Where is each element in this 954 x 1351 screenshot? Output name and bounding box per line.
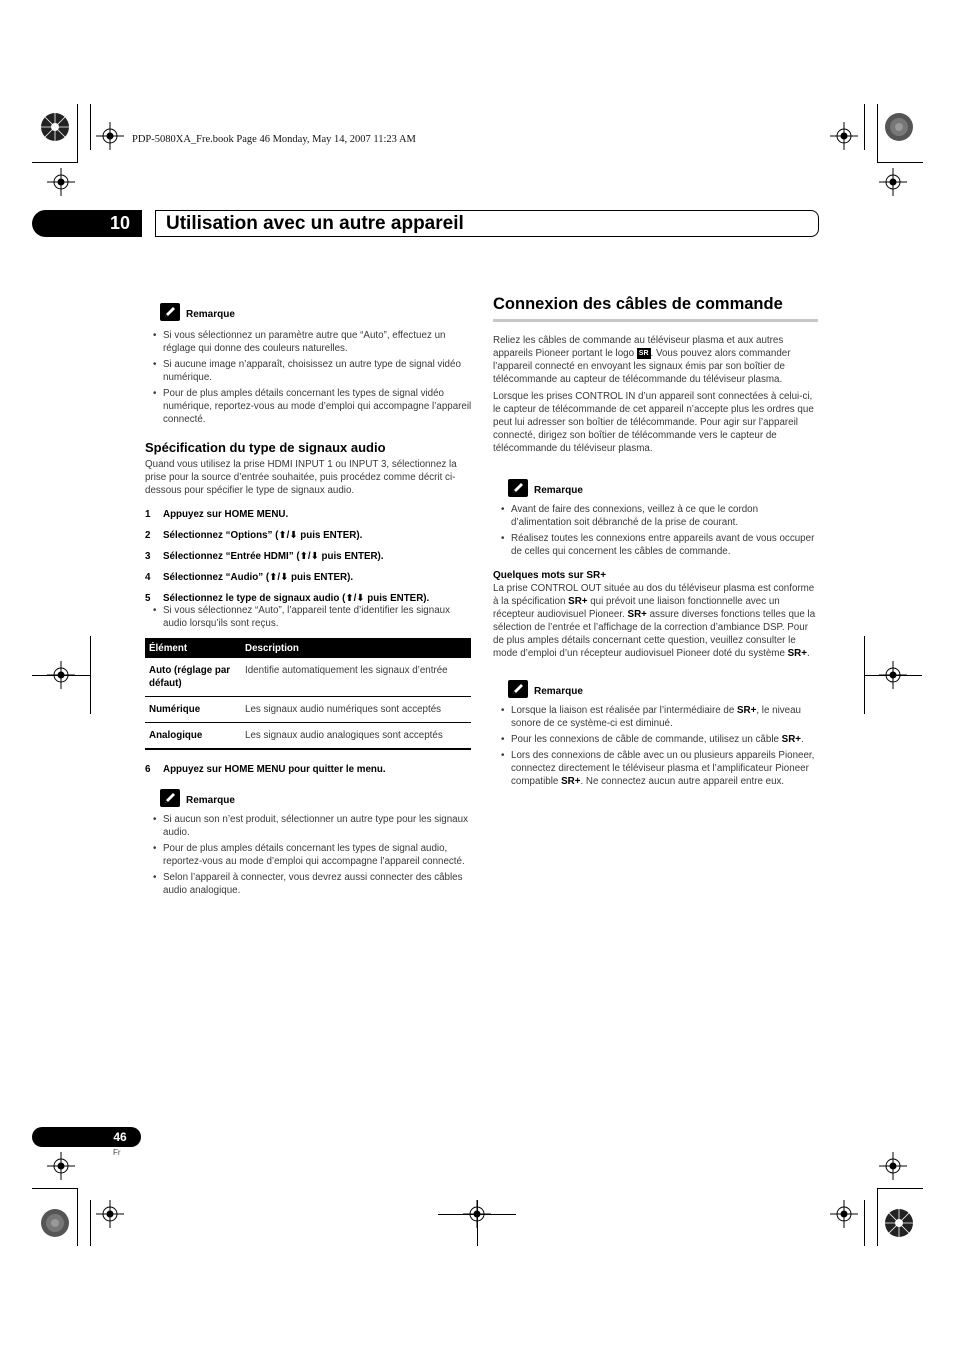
paragraph: La prise CONTROL OUT située au dos du téléviseur plasma est conforme à la spécification SR+ qui prévoit une liaison fonctionnelle avec un récepteur audiovisuel Pioneer. SR+ assure diverses fonctions telles que la sélection de l’entrée et l’affichage de la correction d’ambiance DSP. Pour de plus amples détails concernant cette question, veuillez consulter le mode d’emploi d’un récepteur audiovisuel Pioneer doté du système SR+.	[493, 583, 816, 659]
table-cell-desc: Identifie automatiquement les signaux d’entrée	[241, 658, 471, 697]
step-item: 6 Appuyez sur HOME MENU pour quitter le menu.	[145, 764, 386, 775]
registration-mark-icon	[879, 168, 907, 196]
paragraph: Reliez les câbles de commande au téléviseur plasma et aux autres appareils Pioneer portant le logo SR . Vous pouvez alors commander l’appareil connecté en envoyant les signaux émis par son boîtier de télécommande au capteur de télécommande du téléviseur plasma.	[493, 335, 791, 385]
left-column	[145, 303, 473, 900]
note-label: Remarque	[534, 685, 583, 697]
step-list	[145, 509, 473, 604]
registration-mark-icon	[47, 661, 75, 689]
step-list	[145, 764, 473, 775]
note-block	[145, 789, 473, 897]
table-header: Élément	[145, 638, 241, 658]
note-header	[493, 680, 818, 698]
table-header-row	[145, 638, 471, 658]
table-row	[145, 658, 471, 697]
registration-mark-icon	[879, 661, 907, 689]
chapter-title: Utilisation avec un autre appareil	[166, 213, 464, 234]
table-cell-desc: Les signaux audio numériques sont acceptés	[241, 697, 471, 723]
note-label: Remarque	[186, 794, 235, 806]
note-header	[145, 789, 473, 807]
intro-paragraph: Quand vous utilisez la prise HDMI INPUT 1 ou INPUT 3, sélectionnez la prise pour la source d’entrée souhaitée, puis procédez comme décrit ci-dessous pour spécifier le type de signaux audio.	[145, 459, 457, 496]
registration-mark-icon	[830, 1200, 858, 1228]
registration-mark-icon	[96, 1200, 124, 1228]
file-header: PDP-5080XA_Fre.book Page 46 Monday, May 14, 2007 11:23 AM	[132, 134, 416, 145]
note-list	[145, 329, 473, 426]
note-item: • Pour de plus amples détails concernant les types de signal vidéo numérique, reportez-vous au mode d’emploi qui accompagne l’appareil connecté.	[145, 387, 473, 426]
table-row	[145, 723, 471, 750]
note-block	[493, 680, 818, 788]
note-item: • Si vous sélectionnez un paramètre autre que “Auto”, effectuez un réglage qui donne des couleurs naturelles.	[145, 329, 473, 355]
note-item: • Réalisez toutes les connexions entre appareils avant de vous occuper de celles qui concernent les câbles de commande.	[493, 532, 818, 558]
table-header: Description	[241, 638, 471, 658]
pencil-note-icon	[508, 479, 528, 497]
registration-mark-icon	[463, 1200, 491, 1228]
note-label: Remarque	[186, 308, 235, 320]
note-item: • Pour les connexions de câble de commande, utilisez un câble SR+.	[493, 733, 818, 746]
pencil-note-icon	[160, 303, 180, 321]
table-cell-item: Auto (réglage par défaut)	[145, 658, 241, 697]
step-item: 3 Sélectionnez “Entrée HDMI” (⬆/⬇ puis ENTER).	[145, 551, 384, 562]
note-list	[493, 503, 818, 558]
note-item: • Avant de faire des connexions, veillez à ce que le cordon d’alimentation soit débranché de la prise de courant.	[493, 503, 818, 529]
registration-mark-icon	[830, 122, 858, 150]
table-cell-item: Analogique	[145, 723, 241, 750]
note-block	[145, 303, 473, 426]
registration-mark-icon	[96, 122, 124, 150]
note-item: • Lors des connexions de câble avec un ou plusieurs appareils Pioneer, connectez directement le téléviseur plasma et l’amplificateur Pioneer compatible SR+. Ne connectez aucun autre appareil entre eux.	[493, 749, 818, 788]
table-cell-item: Numérique	[145, 697, 241, 723]
note-item: • Si aucun son n’est produit, sélectionner un autre type pour les signaux audio.	[145, 813, 473, 839]
step-note	[145, 604, 473, 630]
sr-logo-icon: SR	[638, 349, 649, 357]
gray-star-mark-icon	[40, 1208, 70, 1238]
step-note-item: • Si vous sélectionnez “Auto”, l’appareil tente d’identifier les signaux audio lorsqu’ils sont reçus.	[145, 604, 473, 630]
note-list	[145, 813, 473, 897]
page-number: 46	[113, 1130, 127, 1144]
section-title: Connexion des câbles de commande	[493, 295, 783, 313]
table-cell-desc: Les signaux audio analogiques sont acceptés	[241, 723, 471, 750]
paragraph: Lorsque les prises CONTROL IN d’un appareil sont connectées à celui-ci, le capteur de télécommande de cet appareil n’accepte plus les ordres que peut lui adresser son boîtier de télécommande. Pour agir sur l’appareil connecté, dirigez son boîtier de télécommande vers le capteur de télécommande du téléviseur plasma.	[493, 391, 814, 454]
chapter-number: 10	[109, 213, 131, 233]
note-list	[493, 704, 818, 788]
note-item: • Si aucune image n’apparaît, choisissez un autre type de signal vidéo numérique.	[145, 358, 473, 384]
pencil-note-icon	[160, 789, 180, 807]
step-item: 1 Appuyez sur HOME MENU.	[145, 509, 289, 520]
table-row	[145, 697, 471, 723]
note-item: • Lorsque la liaison est réalisée par l’intermédiaire de SR+, le niveau sonore de ce système-ci est diminué.	[493, 704, 818, 730]
pencil-note-icon	[508, 680, 528, 698]
color-star-mark-icon	[884, 1208, 914, 1238]
registration-mark-icon	[47, 1152, 75, 1180]
gray-star-mark-icon	[884, 112, 914, 142]
step-item: 4 Sélectionnez “Audio” (⬆/⬇ puis ENTER).	[145, 572, 354, 583]
note-item: • Pour de plus amples détails concernant les types de signal audio, reportez-vous au mode d’emploi qui accompagne l’appareil connecté.	[145, 842, 473, 868]
right-column	[493, 295, 818, 791]
step-item: 2 Sélectionnez “Options” (⬆/⬇ puis ENTER).	[145, 530, 363, 541]
note-label: Remarque	[534, 484, 583, 496]
title-rule	[493, 319, 818, 322]
color-star-mark-icon	[40, 112, 70, 142]
note-block	[493, 479, 818, 558]
subsection-heading: Quelques mots sur SR+	[493, 570, 607, 581]
note-header	[493, 479, 818, 497]
note-header	[145, 303, 473, 321]
registration-mark-icon	[47, 168, 75, 196]
section-heading: Spécification du type de signaux audio	[145, 440, 386, 455]
registration-mark-icon	[879, 1152, 907, 1180]
language-code: Fr	[113, 1148, 121, 1157]
note-item: • Selon l’appareil à connecter, vous devrez aussi connecter des câbles audio analogique.	[145, 871, 473, 897]
step-item: 5 Sélectionnez le type de signaux audio (⬆/⬇ puis ENTER).	[145, 593, 430, 604]
audio-type-table	[145, 638, 471, 750]
